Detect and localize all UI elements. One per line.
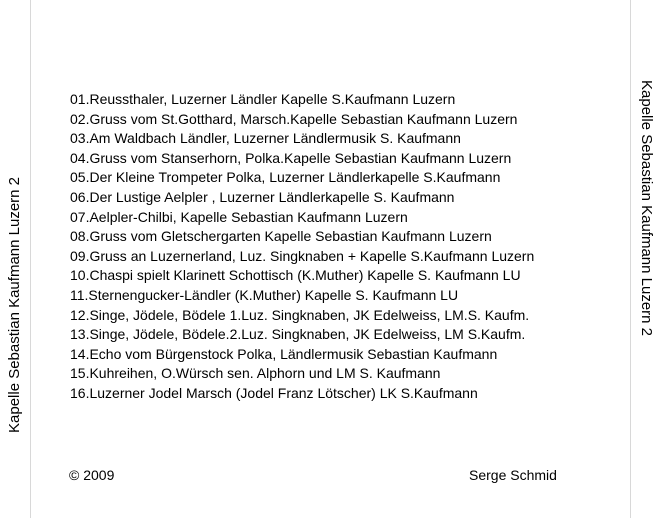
- copyright-notice: © 2009: [69, 467, 115, 483]
- track-item: 06.Der Lustige Aelpler , Luzerner Ländlerkapelle S. Kaufmann: [70, 188, 455, 205]
- left-spine-divider: [30, 0, 31, 518]
- track-item: 13.Singe, Jödele, Bödele.2.Luz. Singknaben, JK Edelweiss, LM S.Kaufm.: [70, 326, 526, 343]
- track-item: 05.Der Kleine Trompeter Polka, Luzerner Ländlerkapelle S.Kaufmann: [70, 169, 501, 186]
- track-item: 11.Sternengucker-Ländler (K.Muther) Kapelle S. Kaufmann LU: [70, 286, 459, 303]
- track-item: 15.Kuhreihen, O.Würsch sen. Alphorn und LM S. Kaufmann: [70, 365, 441, 382]
- author-name: Serge Schmid: [469, 467, 557, 483]
- track-item: 01.Reussthaler, Luzerner Ländler Kapelle S.Kaufmann Luzern: [70, 91, 456, 107]
- track-item: 10.Chaspi spielt Klarinett Schottisch (K.Muther) Kapelle S. Kaufmann LU: [70, 267, 521, 284]
- left-spine-title: Kapelle Sebastian Kaufmann Luzern 2: [6, 176, 23, 433]
- track-item: 02.Gruss vom St.Gotthard, Marsch.Kapelle Sebastian Kaufmann Luzern: [70, 110, 518, 127]
- right-spine-divider: [630, 0, 631, 518]
- track-item: 09.Gruss an Luzernerland, Luz. Singknaben + Kapelle S.Kaufmann Luzern: [70, 247, 535, 264]
- right-spine-title: Kapelle Sebastian Kaufmann Luzern 2: [638, 80, 655, 337]
- track-item: 12.Singe, Jödele, Bödele 1.Luz. Singknaben, JK Edelweiss, LM.S. Kaufm.: [70, 306, 530, 323]
- track-item: 14.Echo vom Bürgenstock Polka, Ländlermusik Sebastian Kaufmann: [70, 345, 498, 362]
- track-list: [70, 90, 534, 404]
- track-item: 16.Luzerner Jodel Marsch (Jodel Franz Lötscher) LK S.Kaufmann: [70, 384, 478, 401]
- track-item: 07.Aelpler-Chilbi, Kapelle Sebastian Kaufmann Luzern: [70, 208, 408, 225]
- track-item: 04.Gruss vom Stanserhorn, Polka.Kapelle Sebastian Kaufmann Luzern: [70, 149, 512, 166]
- track-item: 03.Am Waldbach Ländler, Luzerner Ländlermusik S. Kaufmann: [70, 130, 461, 147]
- track-item: 08.Gruss vom Gletschergarten Kapelle Sebastian Kaufmann Luzern: [70, 228, 492, 245]
